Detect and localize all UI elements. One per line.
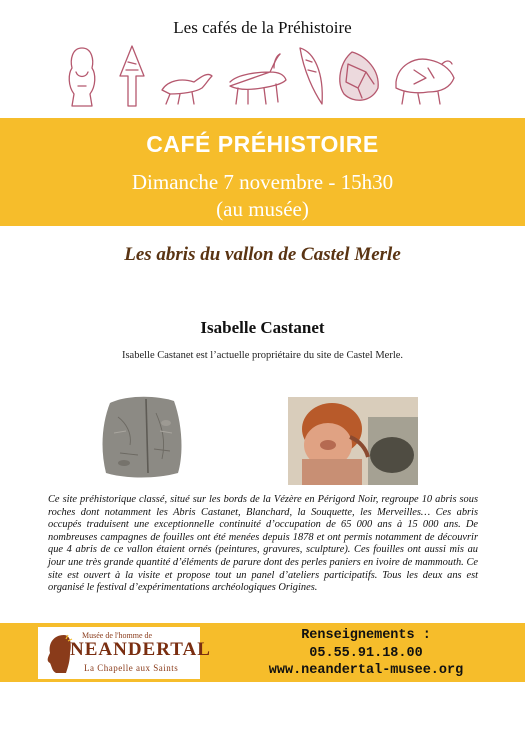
event-date: Dimanche 7 novembre - 15h30: [131, 170, 394, 194]
talk-title: Les abris du vallon de Castel Merle: [124, 244, 401, 265]
bison-drawing-icon: [396, 59, 454, 104]
goat-drawing-icon: [230, 54, 286, 104]
speaker-description: Isabelle Castanet est l’actuelle propriétaire du site de Castel Merle.: [121, 350, 404, 361]
logo-line-bottom: La Chapelle aux Saints: [84, 663, 179, 673]
arrowhead-icon: [120, 46, 144, 106]
speaker-name: Isabelle Castanet: [200, 318, 325, 337]
engraved-stone-photo: [96, 393, 196, 481]
museum-logo: [38, 627, 211, 679]
prehistory-icon-strip: [62, 42, 462, 110]
horse-drawing-icon: [162, 74, 212, 104]
site-description: Ce site préhistorique classé, situé sur les bords de la Vézère en Périgord Noir, regroupe 10 abris sous roches dont notamment les Abris Castanet, Blanchard, la Souquette, les Merveilles… Ces abris occupés traduisent une exceptionnelle continuité d’occupation de 65 000 ans à 15 000 ans. De nombreuses campagnes de fouilles ont été menées depuis 1878 et ont permis notamment de découvrir que 4 abris de ce vallon étaient ornés (peintures, gravures, sculpture). Ces fouilles ont aussi mis au jour une très grande quantité d’éléments de parure dont des perles paniers en ivoire de mammouth. Ce site est ouvert à la visite et propose tout un panel d’ateliers participatifs. Tous les deux ans est organisé le festival d’expérimentations archéologiques Origines.: [48, 494, 478, 594]
contact-title: Renseignements :: [301, 628, 431, 643]
logo-line-top: Musée de l'homme de: [82, 631, 153, 640]
contact-website: www.neandertal-musee.org: [268, 663, 464, 678]
horn-tool-icon: [300, 48, 322, 104]
event-venue: (au musée): [216, 197, 309, 221]
contact-phone: 05.55.91.18.00: [309, 646, 423, 661]
hand-axe-icon: [340, 52, 378, 100]
workshop-photo: [288, 397, 418, 485]
series-title: Les cafés de la Préhistoire: [173, 18, 352, 37]
venus-figurine-icon: [69, 48, 95, 106]
logo-wordmark: NEANDERTAL: [70, 639, 211, 660]
event-title: CAFÉ PRÉHISTOIRE: [146, 131, 379, 157]
